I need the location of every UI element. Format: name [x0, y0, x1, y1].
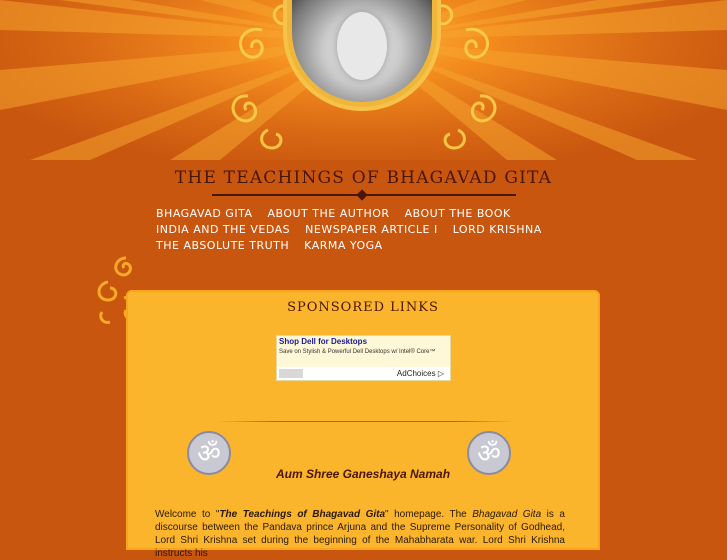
nav-link-lord-krishna[interactable]: LORD KRISHNA	[452, 223, 542, 236]
intro-text: Welcome to "	[155, 509, 220, 520]
portrait-face	[337, 12, 387, 80]
nav-row	[156, 206, 576, 221]
site-name-emphasis: The Teachings of Bhagavad Gita	[219, 509, 386, 520]
ad-body: Save on Stylish & Powerful Dell Desktops w/ Intel® Core™	[279, 349, 436, 355]
nav-link-about-the-author[interactable]: ABOUT THE AUTHOR	[267, 207, 390, 220]
section-divider	[216, 421, 516, 422]
krishna-portrait-image	[292, 0, 432, 102]
intro-paragraph	[155, 508, 565, 560]
intro-text: " homepage. The	[385, 509, 473, 520]
nav-link-the-absolute-truth[interactable]: THE ABSOLUTE TRUTH	[156, 239, 290, 252]
nav-link-bhagavad-gita[interactable]: BHAGAVAD GITA	[156, 207, 253, 220]
nav-link-india-and-the-vedas[interactable]: INDIA AND THE VEDAS	[156, 223, 291, 236]
nav-link-about-the-book[interactable]: ABOUT THE BOOK	[404, 207, 511, 220]
svg-text:ॐ: ॐ	[197, 439, 221, 469]
play-icon: ▷	[437, 369, 444, 378]
ad-carousel-arrows[interactable]	[279, 369, 303, 378]
nav-row	[156, 238, 576, 253]
mantra-text: Aum Shree Ganeshaya Namah	[275, 467, 451, 481]
nav-link-newspaper-article[interactable]: NEWSPAPER ARTICLE I	[305, 223, 438, 236]
header-banner	[0, 0, 727, 160]
ad-footer	[277, 367, 450, 380]
svg-text:ॐ: ॐ	[477, 439, 501, 469]
nav-row	[156, 222, 576, 237]
gita-emphasis: Bhagavad Gita	[472, 509, 542, 520]
ad-title[interactable]: Shop Dell for Desktops	[279, 337, 368, 346]
adchoices-link[interactable]	[397, 369, 444, 378]
nav-link-karma-yoga[interactable]: KARMA YOGA	[304, 239, 383, 252]
title-divider	[212, 194, 516, 196]
intro-text: is a discourse between the Pandava prince Arjuna and the Supreme Personality of Godhead, Lord Shri Krishna set during the beginning of the Mahabharata war. Lord Shri Krishna instructs his	[155, 509, 565, 559]
sponsored-links-heading: SPONSORED LINKS	[287, 300, 439, 315]
site-title: THE TEACHINGS OF BHAGAVAD GITA	[174, 168, 553, 188]
adchoices-label: AdChoices	[396, 369, 436, 378]
content-panel	[126, 290, 600, 559]
main-navigation	[156, 206, 576, 254]
dell-advertisement[interactable]	[276, 335, 451, 381]
